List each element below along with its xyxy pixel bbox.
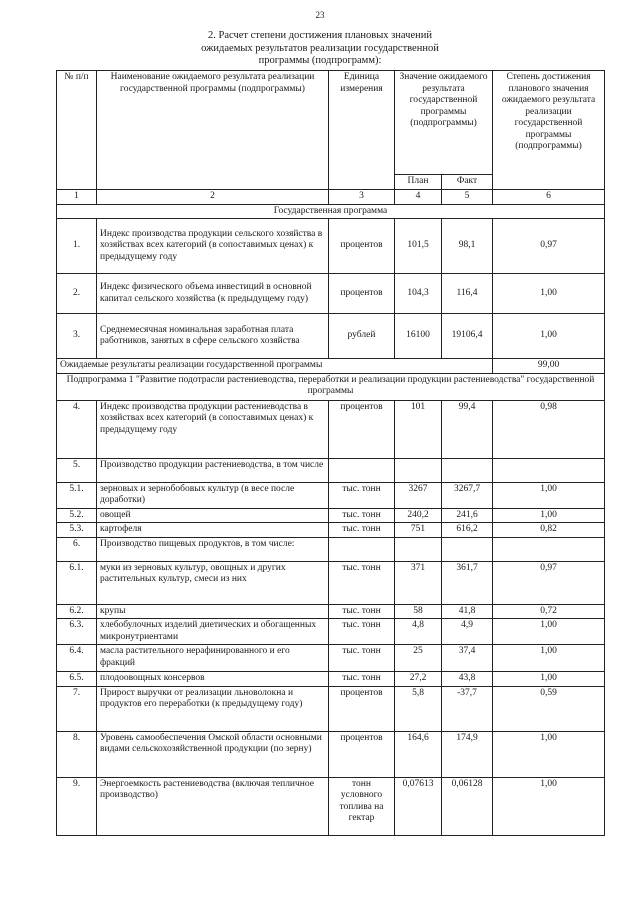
- row-degree: 1,00: [493, 482, 605, 508]
- row-degree: [493, 537, 605, 561]
- row-degree: 1,00: [493, 777, 605, 835]
- row-number: 6.3.: [57, 619, 97, 645]
- row-fact: 616,2: [442, 523, 493, 538]
- row-fact: 241,6: [442, 508, 493, 523]
- header-unit: Единица измерения: [329, 71, 395, 190]
- section-heading-subprogram: Подпрограмма 1 "Развитие подотрасли растениеводства, переработки и реализации продукции растениеводства" государственной программы: [57, 373, 605, 400]
- row-unit: процентов: [329, 219, 395, 274]
- row-unit: процентов: [329, 400, 395, 458]
- row-fact: 37,4: [442, 645, 493, 672]
- row-fact: 0,06128: [442, 777, 493, 835]
- row-fact: 361,7: [442, 561, 493, 604]
- results-table: [56, 70, 605, 836]
- row-number: 5.1.: [57, 482, 97, 508]
- row-degree: 1,00: [493, 619, 605, 645]
- expected-results-row: [57, 359, 605, 374]
- row-plan: 101: [395, 400, 442, 458]
- row-number: 6.5.: [57, 672, 97, 687]
- row-degree: 1,00: [493, 274, 605, 314]
- header-name: Наименование ожидаемого результата реализации государственной программы (подпрограммы): [97, 71, 329, 190]
- row-name: Индекс физического объема инвестиций в основной капитал сельского хозяйства (к предыдущему году): [97, 274, 329, 314]
- row-name: картофеля: [97, 523, 329, 538]
- row-plan: 5,8: [395, 686, 442, 731]
- row-name: зерновых и зернобобовых культур (в весе после доработки): [97, 482, 329, 508]
- expected-results-value: 99,00: [493, 359, 605, 374]
- expected-results-label: Ожидаемые результаты реализации государственной программы: [57, 359, 493, 374]
- row-plan: 240,2: [395, 508, 442, 523]
- table-row: [57, 731, 605, 777]
- row-number: 8.: [57, 731, 97, 777]
- title-line: 2. Расчет степени достижения плановых значений: [208, 30, 432, 41]
- row-name: хлебобулочных изделий диетических и обогащенных микронутриентами: [97, 619, 329, 645]
- row-degree: 0,82: [493, 523, 605, 538]
- row-unit: тыс. тонн: [329, 604, 395, 619]
- row-name: Среднемесячная номинальная заработная плата работников, занятых в сфере сельского хозяйства: [97, 314, 329, 359]
- row-unit: [329, 537, 395, 561]
- row-degree: 0,72: [493, 604, 605, 619]
- row-unit: тыс. тонн: [329, 508, 395, 523]
- row-name: Индекс производства продукции сельского хозяйства в хозяйствах всех категорий (в сопоставимых ценах) к предыдущему году: [97, 219, 329, 274]
- section-title: [150, 30, 490, 68]
- table-row: [57, 672, 605, 687]
- row-plan: 371: [395, 561, 442, 604]
- row-name: Производство продукции растениеводства, в том числе: [97, 458, 329, 482]
- column-number: 4: [395, 190, 442, 205]
- table-row: [57, 645, 605, 672]
- row-unit: процентов: [329, 686, 395, 731]
- row-plan: 0,07613: [395, 777, 442, 835]
- row-fact: -37,7: [442, 686, 493, 731]
- column-number: 3: [329, 190, 395, 205]
- row-unit: процентов: [329, 274, 395, 314]
- row-plan: 3267: [395, 482, 442, 508]
- row-name: муки из зерновых культур, овощных и других растительных культур, смеси из них: [97, 561, 329, 604]
- row-plan: 25: [395, 645, 442, 672]
- row-degree: 0,97: [493, 219, 605, 274]
- column-number: 2: [97, 190, 329, 205]
- row-unit: тыс. тонн: [329, 619, 395, 645]
- row-name: масла растительного нерафинированного и его фракций: [97, 645, 329, 672]
- page-number: 23: [315, 10, 325, 20]
- row-degree: 1,00: [493, 314, 605, 359]
- row-unit: тонн условного топлива на гектар: [329, 777, 395, 835]
- row-name: Уровень самообеспечения Омской области основными видами сельскохозяйственной продукции (по зерну): [97, 731, 329, 777]
- row-number: 3.: [57, 314, 97, 359]
- row-plan: 164,6: [395, 731, 442, 777]
- header-fact: Факт: [442, 175, 493, 190]
- row-degree: 0,97: [493, 561, 605, 604]
- header-plan: План: [395, 175, 442, 190]
- table-row: [57, 274, 605, 314]
- row-number: 5.: [57, 458, 97, 482]
- row-plan: [395, 537, 442, 561]
- row-fact: [442, 537, 493, 561]
- row-degree: 1,00: [493, 645, 605, 672]
- row-number: 9.: [57, 777, 97, 835]
- column-number: 5: [442, 190, 493, 205]
- section-heading-state: Государственная программа: [57, 204, 605, 219]
- table-row: [57, 686, 605, 731]
- row-fact: 174,9: [442, 731, 493, 777]
- title-line: ожидаемых результатов реализации государственной: [201, 42, 439, 54]
- row-name: Прирост выручки от реализации льноволокна и продуктов его переработки (к предыдущему году): [97, 686, 329, 731]
- row-unit: тыс. тонн: [329, 672, 395, 687]
- row-plan: 751: [395, 523, 442, 538]
- row-unit: [329, 458, 395, 482]
- row-number: 5.2.: [57, 508, 97, 523]
- row-unit: процентов: [329, 731, 395, 777]
- table-row: [57, 314, 605, 359]
- row-plan: [395, 458, 442, 482]
- title-line: программы (подпрограмм):: [258, 55, 382, 66]
- row-fact: 43,8: [442, 672, 493, 687]
- row-plan: 27,2: [395, 672, 442, 687]
- row-number: 2.: [57, 274, 97, 314]
- row-number: 5.3.: [57, 523, 97, 538]
- row-name: крупы: [97, 604, 329, 619]
- header-num: № п/п: [57, 71, 97, 190]
- row-number: 7.: [57, 686, 97, 731]
- table-row: [57, 400, 605, 458]
- row-unit: тыс. тонн: [329, 523, 395, 538]
- column-number: 1: [57, 190, 97, 205]
- row-degree: 1,00: [493, 731, 605, 777]
- table-row: [57, 619, 605, 645]
- table-row: [57, 537, 605, 561]
- row-number: 6.: [57, 537, 97, 561]
- table-row: [57, 508, 605, 523]
- row-fact: 99,4: [442, 400, 493, 458]
- header-value: Значение ожидаемого результата государственной программы (подпрограммы): [395, 71, 493, 175]
- row-number: 6.1.: [57, 561, 97, 604]
- row-degree: 1,00: [493, 508, 605, 523]
- row-name: плодоовощных консервов: [97, 672, 329, 687]
- table-row: [57, 482, 605, 508]
- row-fact: 19106,4: [442, 314, 493, 359]
- row-fact: 3267,7: [442, 482, 493, 508]
- row-unit: тыс. тонн: [329, 482, 395, 508]
- row-name: Производство пищевых продуктов, в том числе:: [97, 537, 329, 561]
- row-fact: 98,1: [442, 219, 493, 274]
- row-name: Энергоемкость растениеводства (включая тепличное производство): [97, 777, 329, 835]
- table-row: [57, 219, 605, 274]
- column-numbers-row: [57, 190, 605, 205]
- column-number: 6: [493, 190, 605, 205]
- row-fact: 116,4: [442, 274, 493, 314]
- row-plan: 104,3: [395, 274, 442, 314]
- row-number: 6.4.: [57, 645, 97, 672]
- row-plan: 101,5: [395, 219, 442, 274]
- row-fact: 41,8: [442, 604, 493, 619]
- row-plan: 58: [395, 604, 442, 619]
- row-plan: 4,8: [395, 619, 442, 645]
- header-degree: Степень достижения планового значения ожидаемого результата реализации государственной программы (подпрограммы): [493, 71, 605, 190]
- table-row: [57, 777, 605, 835]
- row-fact: 4,9: [442, 619, 493, 645]
- row-degree: [493, 458, 605, 482]
- row-unit: рублей: [329, 314, 395, 359]
- row-unit: тыс. тонн: [329, 645, 395, 672]
- table-row: [57, 458, 605, 482]
- row-degree: 1,00: [493, 672, 605, 687]
- table-row: [57, 561, 605, 604]
- row-number: 4.: [57, 400, 97, 458]
- row-plan: 16100: [395, 314, 442, 359]
- row-name: Индекс производства продукции растениеводства в хозяйствах всех категорий (в сопоставимых ценах) к предыдущему году: [97, 400, 329, 458]
- table-row: [57, 523, 605, 538]
- row-name: овощей: [97, 508, 329, 523]
- row-number: 6.2.: [57, 604, 97, 619]
- row-unit: тыс. тонн: [329, 561, 395, 604]
- table-row: [57, 604, 605, 619]
- row-degree: 0,59: [493, 686, 605, 731]
- row-number: 1.: [57, 219, 97, 274]
- row-fact: [442, 458, 493, 482]
- row-degree: 0,98: [493, 400, 605, 458]
